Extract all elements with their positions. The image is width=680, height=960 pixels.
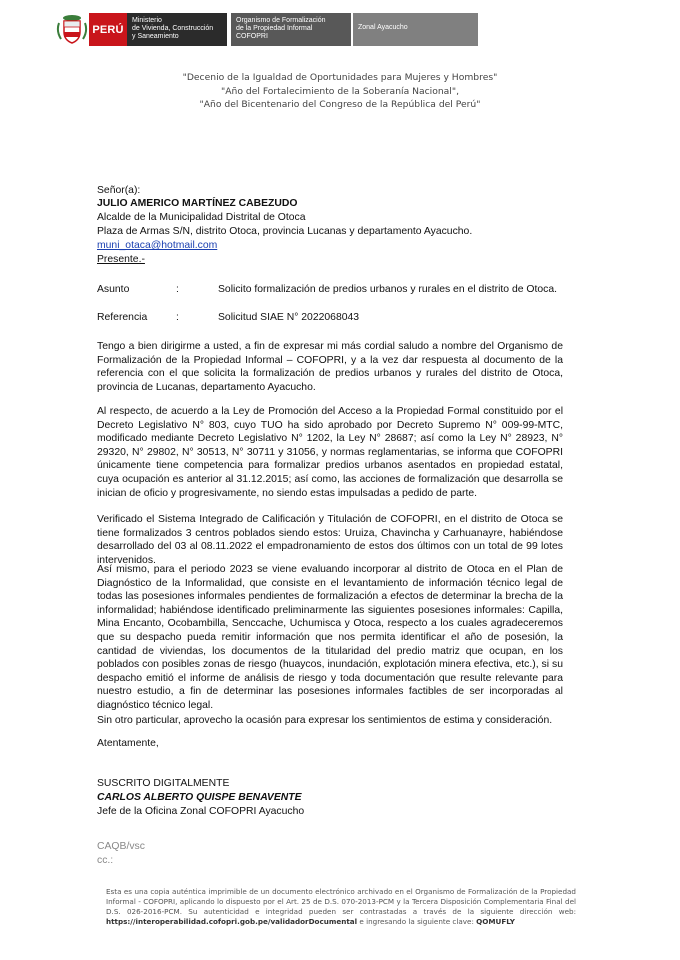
recipient-title: Alcalde de la Municipalidad Distrital de Otoca [97,212,306,223]
office-block [353,13,478,46]
header [55,13,478,46]
cc-label: cc.: [97,855,114,866]
footer-key: QOMUFLY [476,917,515,926]
office-label: Zonal Ayacucho [358,24,408,31]
footer-text: Esta es una copia auténtica imprimible de un documento electrónico archivado en el Organismo de Formalización de la Propiedad Informal - COFOPRI, aplicando lo dispuesto por el Art. 25 de D.S. 070-2013-PCM y la Tercera Disposición Complementaria Final del D.S. 026-2016-PCM. Su autenticidad e integridad pueden ser contrastadas a través de la siguiente dirección web: [106,887,576,916]
ministry-line: de Vivienda, Construcción [132,25,214,32]
decree-line: "Decenio de la Igualdad de Oportunidades para Mujeres y Hombres" [182,72,498,83]
body-paragraph: Así mismo, para el periodo 2023 se viene evaluando incorporar al distrito de Otoca en el Plan de Diagnóstico de la Informalidad, que consiste en el levantamiento de información técnico legal de todas las posesiones informales pendientes de formalización a efectos de determinar la brecha de la informalidad; habiéndose identificado preliminarmente las siguientes posesiones informales: Capilla, Mina Encanto, Ocobambilla, Senccache, Uchumisca y Otoca, respecto a los cuales agradeceremos que su despacho pueda remitir información que nos permita identificar el año de posesión, la cantidad de viviendas, los documentos de la titularidad del predio matriz que ocupan, en los poblados con posibles zonas de riesgo (huaycos, inundación, explotación minera efectiva, etc.), si su despacho emitió el informe de análisis de riesgo y toda documentación que resulte relevante para nuestro estudio, a fin de determinar las posesiones informales factibles de ser incorporadas al diagnóstico técnico legal. [97,564,563,711]
org-line: Organismo de Formalización [236,17,326,24]
ministry-line: y Saneamiento [132,33,179,40]
signer-name: CARLOS ALBERTO QUISPE BENAVENTE [97,792,302,803]
referencia-colon: : [176,312,179,323]
footer-url-link[interactable]: https://interoperabilidad.cofopri.gob.pe/validadorDocumental [106,917,358,926]
signer-title: Jefe de la Oficina Zonal COFOPRI Ayacucho [97,806,305,817]
recipient-address: Plaza de Armas S/N, distrito Otoca, provincia Lucanas y departamento Ayacucho. [97,226,473,237]
recipient-name: JULIO AMERICO MARTÍNEZ CABEZUDO [97,198,298,209]
body-paragraph: Al respecto, de acuerdo a la Ley de Promoción del Acceso a la Propiedad Formal constituido por el Decreto Legislativo N° 803, cuyo TUO ha sido aprobado por Decreto Supremo N° 009-99-MTC, modificado mediante Decreto Legislativo N° 1202, la Ley N° 28687; así como la Ley N° 28923, N° 29320, N° 29802, N° 30513, N° 30711 y 31056, y normas reglamentarias, se informa que COFOPRI únicamente tiene competencia para formalizar predios urbanos asentados en propiedad estatal, cuya ocupación es anterior al 31.12.2015; así como, las acciones de formalización que desarrolla se inician de oficio y progresivamente, no siendo estas impulsadas a pedido de parte. [97,406,563,499]
asunto-label: Asunto [97,284,130,295]
organization-block [231,13,351,46]
presente-label: Presente.- [97,254,145,265]
ministry-line: Ministerio [132,17,162,24]
body-paragraph: Verificado el Sistema Integrado de Calificación y Titulación de COFOPRI, en el distrito de Otoca se tiene formalizados 3 centros poblados siendo estos: Uruiza, Chavincha y Carhuanayre, habiéndose desarrollado del 03 al 08.11.2022 el empadronamiento de estos dos últimos con un total de 99 lotes intervenidos. [97,514,563,566]
recipient-email-link[interactable]: muni_otaca@hotmail.com [97,240,218,251]
decree-line: "Año del Bicentenario del Congreso de la República del Perú" [199,99,481,110]
closing: Atentamente, [97,738,159,749]
asunto-value: Solicito formalización de predios urbanos y rurales en el distrito de Otoca. [218,284,558,295]
decree-line: "Año del Fortalecimiento de la Soberanía Nacional", [220,86,459,97]
initials: CAQB/vsc [97,841,145,852]
referencia-label: Referencia [97,312,148,323]
ministry-block [127,13,227,46]
body-paragraph: Sin otro particular, aprovecho la ocasión para expresar los sentimientos de estima y consideración. [97,715,553,726]
asunto-colon: : [176,284,179,295]
org-line: COFOPRI [236,33,268,40]
country-label: PERÚ [89,13,127,46]
salutation: Señor(a): [97,185,141,196]
footer-note [106,887,576,927]
coat-of-arms-icon [55,13,89,46]
org-line: de la Propiedad Informal [236,25,313,32]
body-paragraph: Tengo a bien dirigirme a usted, a fin de expresar mi más cordial saludo a nombre del Organismo de Formalización de la Propiedad Informal – COFOPRI, y a la vez dar respuesta al documento de la referencia con el que solicita la formalización de predios urbanos y rurales del distrito de Otoca, provincia de Lucanas, departamento Ayacucho. [97,341,563,393]
footer-key-text: e ingresando la siguiente clave: [359,917,474,926]
referencia-value: Solicitud SIAE N° 2022068043 [218,312,360,323]
signature-line: SUSCRITO DIGITALMENTE [97,778,230,789]
